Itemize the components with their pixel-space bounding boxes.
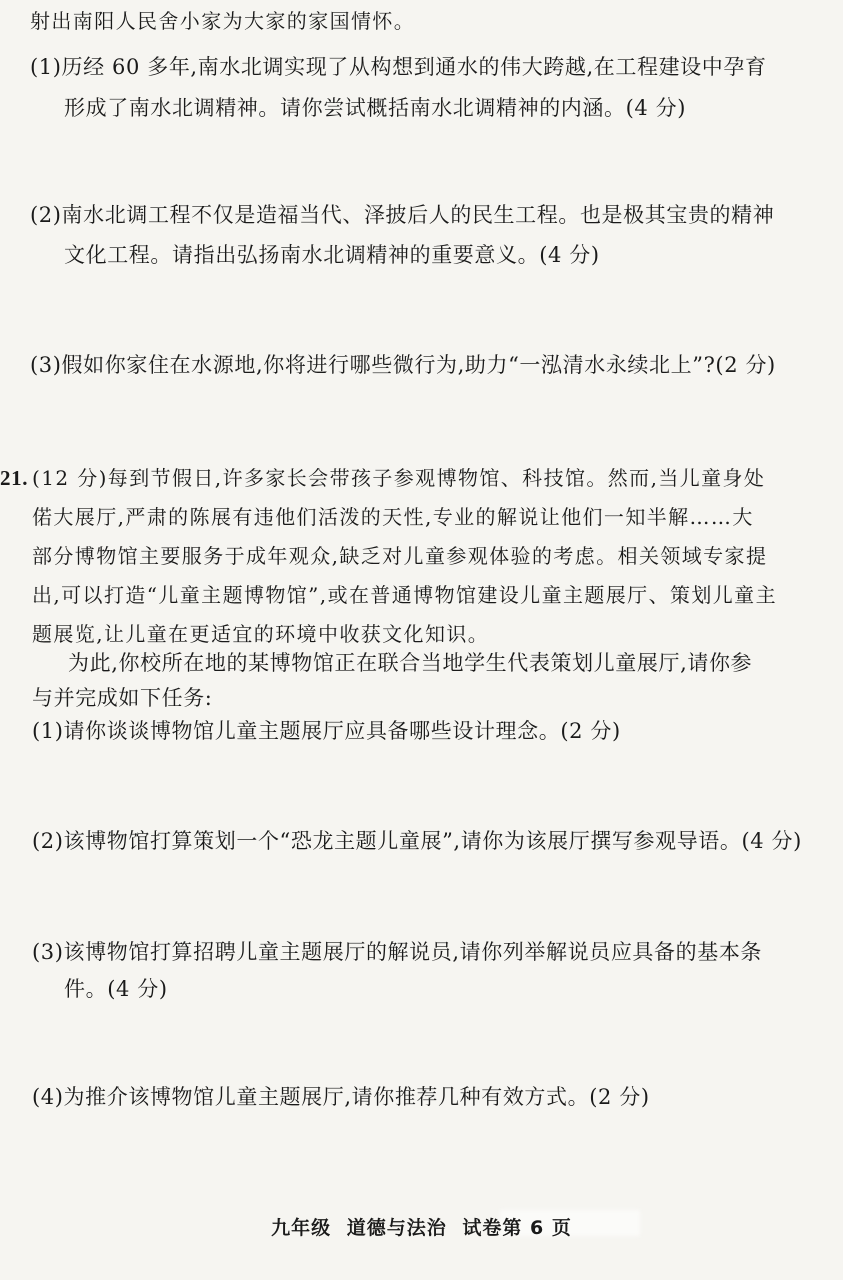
q20-part3-line1: (3)假如你家住在水源地,你将进行哪些微行为,助力“一泓清水永续北上”?(2 分) [30,353,776,377]
footer-grade: 九年级 [271,1217,332,1239]
q21-intro-line2: 与并完成如下任务: [32,686,213,710]
q21-intro-line1: 为此,你校所在地的某博物馆正在联合当地学生代表策划儿童展厅,请你参 [68,651,753,675]
q21-material-line5: 题展览,让儿童在更适宜的环境中收获文化知识。 [32,622,490,646]
q21-part3-line2: 件。(4 分) [64,977,168,1001]
page-footer [0,1213,843,1240]
q21-material-line2: 偌大展厅,严肃的陈展有违他们活泼的天性,专业的解说让他们一知半解……大 [32,505,754,529]
q21-part2: (2)该博物馆打算策划一个“恐龙主题儿童展”,请你为该展厅撰写参观导语。(4 分) [32,829,802,853]
q21-material-line3: 部分博物馆主要服务于成年观众,缺乏对儿童参观体验的考虑。相关领域专家提 [32,544,768,568]
q20-part2-line2: 文化工程。请指出弘扬南水北调精神的重要意义。(4 分) [64,243,600,267]
q20-part1-line1: (1)历经 60 多年,南水北调实现了从构想到通水的伟大跨越,在工程建设中孕育 [30,55,767,79]
q21-number: 21. [0,466,29,490]
q21-part4: (4)为推介该博物馆儿童主题展厅,请你推荐几种有效方式。(2 分) [32,1085,650,1109]
q21-part3-line1: (3)该博物馆打算招聘儿童主题展厅的解说员,请你列举解说员应具备的基本条 [32,940,763,964]
q21-part1: (1)请你谈谈博物馆儿童主题展厅应具备哪些设计理念。(2 分) [32,719,621,743]
q20-part1-line2: 形成了南水北调精神。请你尝试概括南水北调精神的内涵。(4 分) [64,96,687,120]
q20-part2-line1: (2)南水北调工程不仅是造福当代、泽披后人的民生工程。也是极其宝贵的精神 [30,203,775,227]
footer-subject: 道德与法治 [346,1217,447,1239]
material-last-line: 射出南阳人民舍小家为大家的家国情怀。 [30,9,416,33]
q21-material-line1: (12 分)每到节假日,许多家长会带孩子参观博物馆、科技馆。然而,当儿童身处 [32,466,766,490]
footer-page-label: 试卷第 6 页 [462,1217,572,1239]
q21-material-line4: 出,可以打造“儿童主题博物馆”,或在普通博物馆建设儿童主题展厅、策划儿童主 [32,583,777,607]
